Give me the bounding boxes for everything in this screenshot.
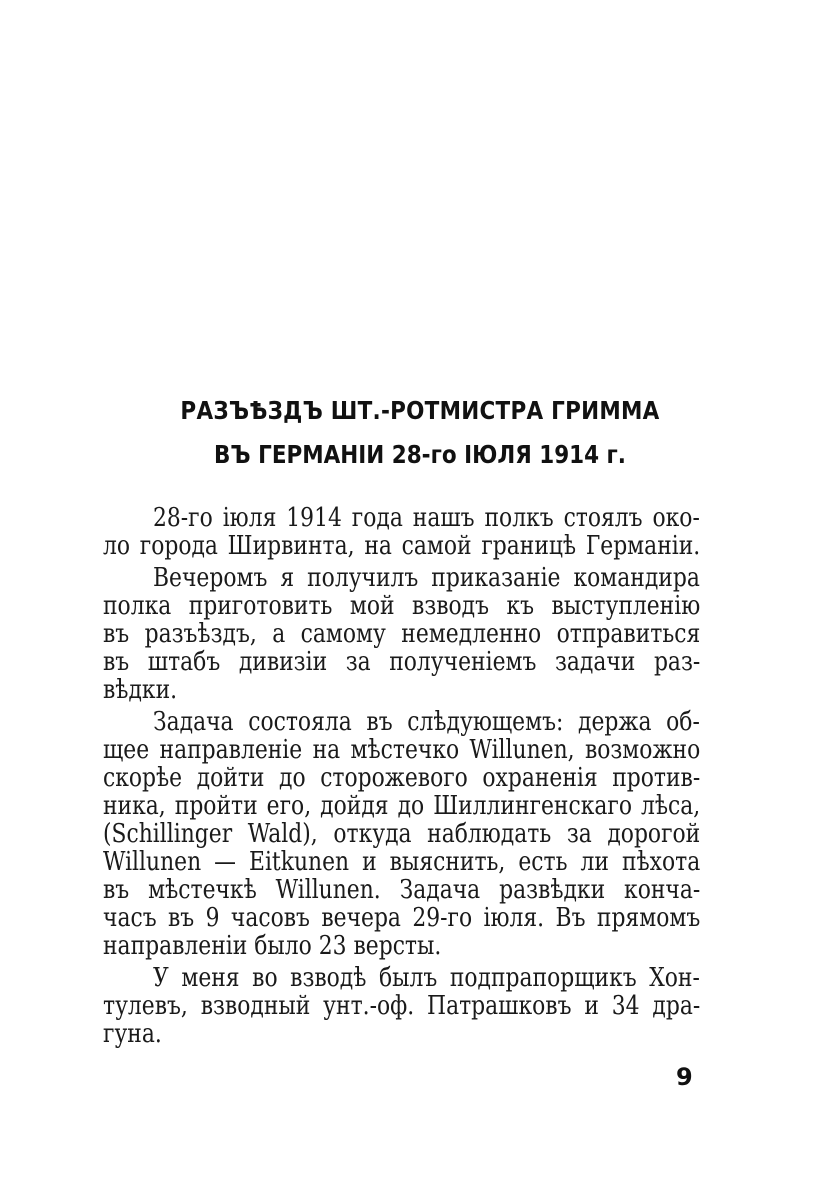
text-line: Задача состояла въ слѣдующемъ: держа об- [153,707,700,737]
chapter-heading-line-2: ВЪ ГЕРМАНІИ 28-го ІЮЛЯ 1914 г. [214,440,626,469]
text-line: Вечеромъ я получилъ приказаніе командира [153,563,700,593]
text-line: Willunen — Eitkunen и выяснить, есть ли пѣхота [103,847,701,877]
text-line: тулевъ, взводный унт.-оф. Патрашковъ и 34 дра- [103,991,701,1021]
text-line: У меня во взводѣ былъ подпрапорщикъ Хон- [153,963,700,993]
chapter-heading-line-1: РАЗЪѢЗДЪ ШТ.-РОТМИСТРА ГРИММА [180,396,660,425]
text-line: ло города Ширвинта, на самой границѣ Германіи. [103,531,701,561]
text-line: въ разъѣздъ, а самому немедленно отправиться [103,619,701,649]
page-number: 9 [676,1063,693,1091]
text-line: скорѣе дойти до сторожевого охраненія против- [103,763,701,793]
text-line: щее направленіе на мѣстечко Willunen, возможно [103,735,701,765]
text-line: направленіи было 23 версты. [103,931,442,961]
text-line: гуна. [103,1019,162,1049]
text-line: вѣдки. [103,675,178,705]
text-line: въ мѣстечкѣ Willunen. Задача развѣдки конча- [103,875,701,905]
text-line: часъ въ 9 часовъ вечера 29-го іюля. Въ прямомъ [103,903,701,933]
text-line: 28-го іюля 1914 года нашъ полкъ стоялъ око- [153,503,700,533]
text-line: полка приготовить мой взводъ къ выступленію [103,591,701,621]
text-line: (Schillinger Wald), откуда наблюдать за дорогой [103,819,701,849]
text-line: ника, пройти его, дойдя до Шиллингенскаго лѣса, [103,791,701,821]
text-line: въ штабъ дивизіи за полученіемъ задачи раз- [103,647,701,677]
